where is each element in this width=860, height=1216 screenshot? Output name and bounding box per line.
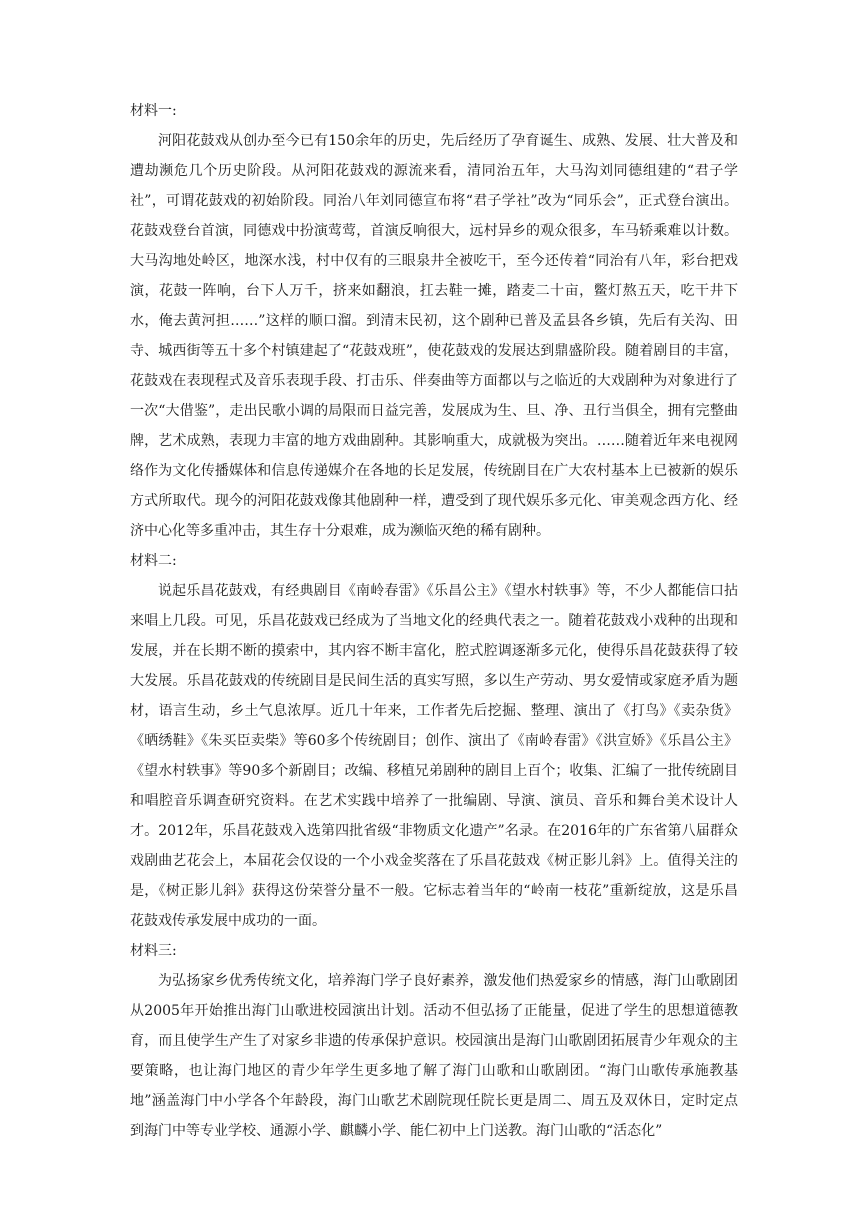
material-three xyxy=(130,936,738,1146)
material-three-paragraph: 为弘扬家乡优秀传统文化，培养海门学子良好素养，激发他们热爱家乡的情感，海门山歌剧团从2005年开始推出海门山歌进校园演出计划。活动不但弘扬了正能量，促进了学生的思想道德教育，而且使学生产生了对家乡非遗的传承保护意识。校园演出是海门山歌剧团拓展青少年观众的主要策略，也让海门地区的青少年学生更多地了解了海门山歌和山歌剧团。“海门山歌传承施教基地”涵盖海门中小学各个年龄段，海门山歌艺术剧院现任院长更是周二、周五及双休日，定时定点到海门中等专业学校、通源小学、麒麟小学、能仁初中上门送教。海门山歌的“活态化” xyxy=(130,973,738,1139)
material-two-heading: 材料二: xyxy=(130,553,177,569)
material-one xyxy=(130,96,738,546)
material-three-heading: 材料三: xyxy=(130,943,177,959)
document-page xyxy=(130,96,738,1146)
material-one-heading: 材料一: xyxy=(130,103,177,119)
material-two xyxy=(130,546,738,936)
material-two-paragraph: 说起乐昌花鼓戏，有经典剧目《南岭春雷》《乐昌公主》《望水村轶事》等，不少人都能信口拈来唱上几段。可见，乐昌花鼓戏已经成为了当地文化的经典代表之一。随着花鼓戏小戏种的出现和发展，并在长期不断的摸索中，其内容不断丰富化，腔式腔调逐渐多元化，使得乐昌花鼓获得了较大发展。乐昌花鼓戏的传统剧目是民间生活的真实写照，多以生产劳动、男女爱情或家庭矛盾为题材，语言生动，乡土气息浓厚。近几十年来，工作者先后挖掘、整理、演出了《打鸟》《卖杂货》《晒绣鞋》《朱买臣卖柴》等60多个传统剧目；创作、演出了《南岭春雷》《洪宣娇》《乐昌公主》《望水村轶事》等90多个新剧目；改编、移植兄弟剧种的剧目上百个；收集、汇编了一批传统剧目和唱腔音乐调查研究资料。在艺术实践中培养了一批编剧、导演、演员、音乐和舞台美术设计人才。2012年，乐昌花鼓戏入选第四批省级“非物质文化遗产”名录。在2016年的广东省第八届群众戏剧曲艺花会上，本届花会仅设的一个小戏金奖落在了乐昌花鼓戏《树正影儿斜》上。值得关注的是，《树正影儿斜》获得这份荣誉分量不一般。它标志着当年的“岭南一枝花”重新绽放，这是乐昌花鼓戏传承发展中成功的一面。 xyxy=(130,583,738,929)
material-one-paragraph: 河阳花鼓戏从创办至今已有150余年的历史，先后经历了孕育诞生、成熟、发展、壮大普及和遭劫濒危几个历史阶段。从河阳花鼓戏的源流来看，清同治五年，大马沟刘同德组建的“君子学社”，可谓花鼓戏的初始阶段。同治八年刘同德宣布将“君子学社”改为“同乐会”，正式登台演出。花鼓戏登台首演，同德戏中扮演莺莺，首演反响很大，远村异乡的观众很多，车马轿乘难以计数。大马沟地处岭区，地深水浅，村中仅有的三眼泉井全被吃干，至今还传着“同治有八年，彩台把戏演，花鼓一阵响，台下人万千，挤来如翻浪，扛去鞋一摊，踏麦二十亩，鳖灯熬五天，吃干井下水，俺去黄河担……”这样的顺口溜。到清末民初，这个剧种已普及孟县各乡镇，先后有关沟、田寺、城西街等五十多个村镇建起了“花鼓戏班”，使花鼓戏的发展达到鼎盛阶段。随着剧目的丰富，花鼓戏在表现程式及音乐表现手段、打击乐、伴奏曲等方面都以与之临近的大戏剧种为对象进行了一次“大借鉴”，走出民歌小调的局限而日益完善，发展成为生、旦、净、丑行当俱全，拥有完整曲牌，艺术成熟，表现力丰富的地方戏曲剧种。其影响重大，成就极为突出。……随着近年来电视网络作为文化传播媒体和信息传递媒介在各地的长足发展，传统剧目在广大农村基本上已被新的娱乐方式所取代。现今的河阳花鼓戏像其他剧种一样，遭受到了现代娱乐多元化、审美观念西方化、经济中心化等多重冲击，其生存十分艰难，成为濒临灭绝的稀有剧种。 xyxy=(130,133,738,539)
